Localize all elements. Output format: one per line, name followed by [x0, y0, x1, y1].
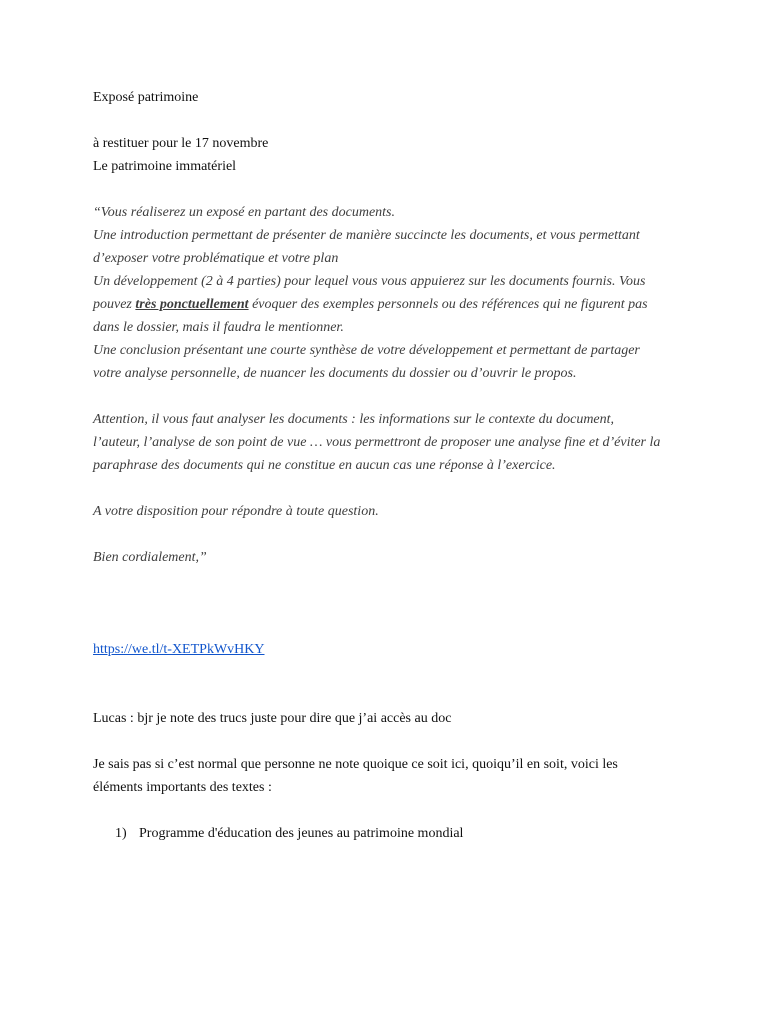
instruction-line: paraphrase des documents qui ne constitue en aucun cas une réponse à l’exercice. — [93, 458, 556, 473]
instruction-line: Attention, il vous faut analyser les documents : les informations sur le contexte du document, — [93, 412, 615, 427]
instruction-line: Une conclusion présentant une courte synthèse de votre développement et permettant de partager — [93, 343, 640, 358]
wetransfer-link[interactable]: https://we.tl/t-XETPkWvHKY — [93, 642, 265, 657]
instruction-line: Une introduction permettant de présenter de manière succincte les documents, et vous permettant — [93, 228, 640, 243]
list-item-number: 1) — [115, 826, 127, 841]
document-page — [93, 86, 683, 845]
document-title: Exposé patrimoine — [93, 90, 199, 105]
lucas-note: Lucas : bjr je note des trucs juste pour dire que j’ai accès au doc — [93, 711, 452, 726]
instruction-text: évoquer des exemples personnels ou des références qui ne figurent pas — [248, 297, 648, 312]
wetransfer-link-line — [93, 638, 683, 661]
instruction-line: A votre disposition pour répondre à toute question. — [93, 504, 379, 519]
instruction-line — [93, 293, 683, 316]
instruction-line: Bien cordialement,” — [93, 550, 207, 565]
emphasized-text: très ponctuellement — [135, 297, 249, 312]
instruction-line: Un développement (2 à 4 parties) pour lequel vous vous appuierez sur les documents fournis. Vous — [93, 274, 646, 289]
instruction-line: l’auteur, l’analyse de son point de vue … vous permettront de proposer une analyse fine et d’éviter la — [93, 435, 661, 450]
note-line: éléments importants des textes : — [93, 780, 272, 795]
instruction-line: d’exposer votre problématique et votre plan — [93, 251, 339, 266]
deadline-line: à restituer pour le 17 novembre — [93, 136, 269, 151]
instructions-quote — [93, 201, 683, 569]
instruction-text: pouvez — [93, 297, 136, 312]
list-item-text: Programme d'éducation des jeunes au patrimoine mondial — [139, 826, 464, 841]
instruction-line: dans le dossier, mais il faudra le mentionner. — [93, 320, 344, 335]
instruction-line: votre analyse personnelle, de nuancer les documents du dossier ou d’ouvrir le propos. — [93, 366, 577, 381]
note-line: Je sais pas si c’est normal que personne ne note quoique ce soit ici, quoiqu’il en soit, voici les — [93, 757, 618, 772]
list-item — [93, 822, 683, 845]
instruction-line: “Vous réaliserez un exposé en partant des documents. — [93, 205, 395, 220]
subject-line: Le patrimoine immatériel — [93, 159, 237, 174]
